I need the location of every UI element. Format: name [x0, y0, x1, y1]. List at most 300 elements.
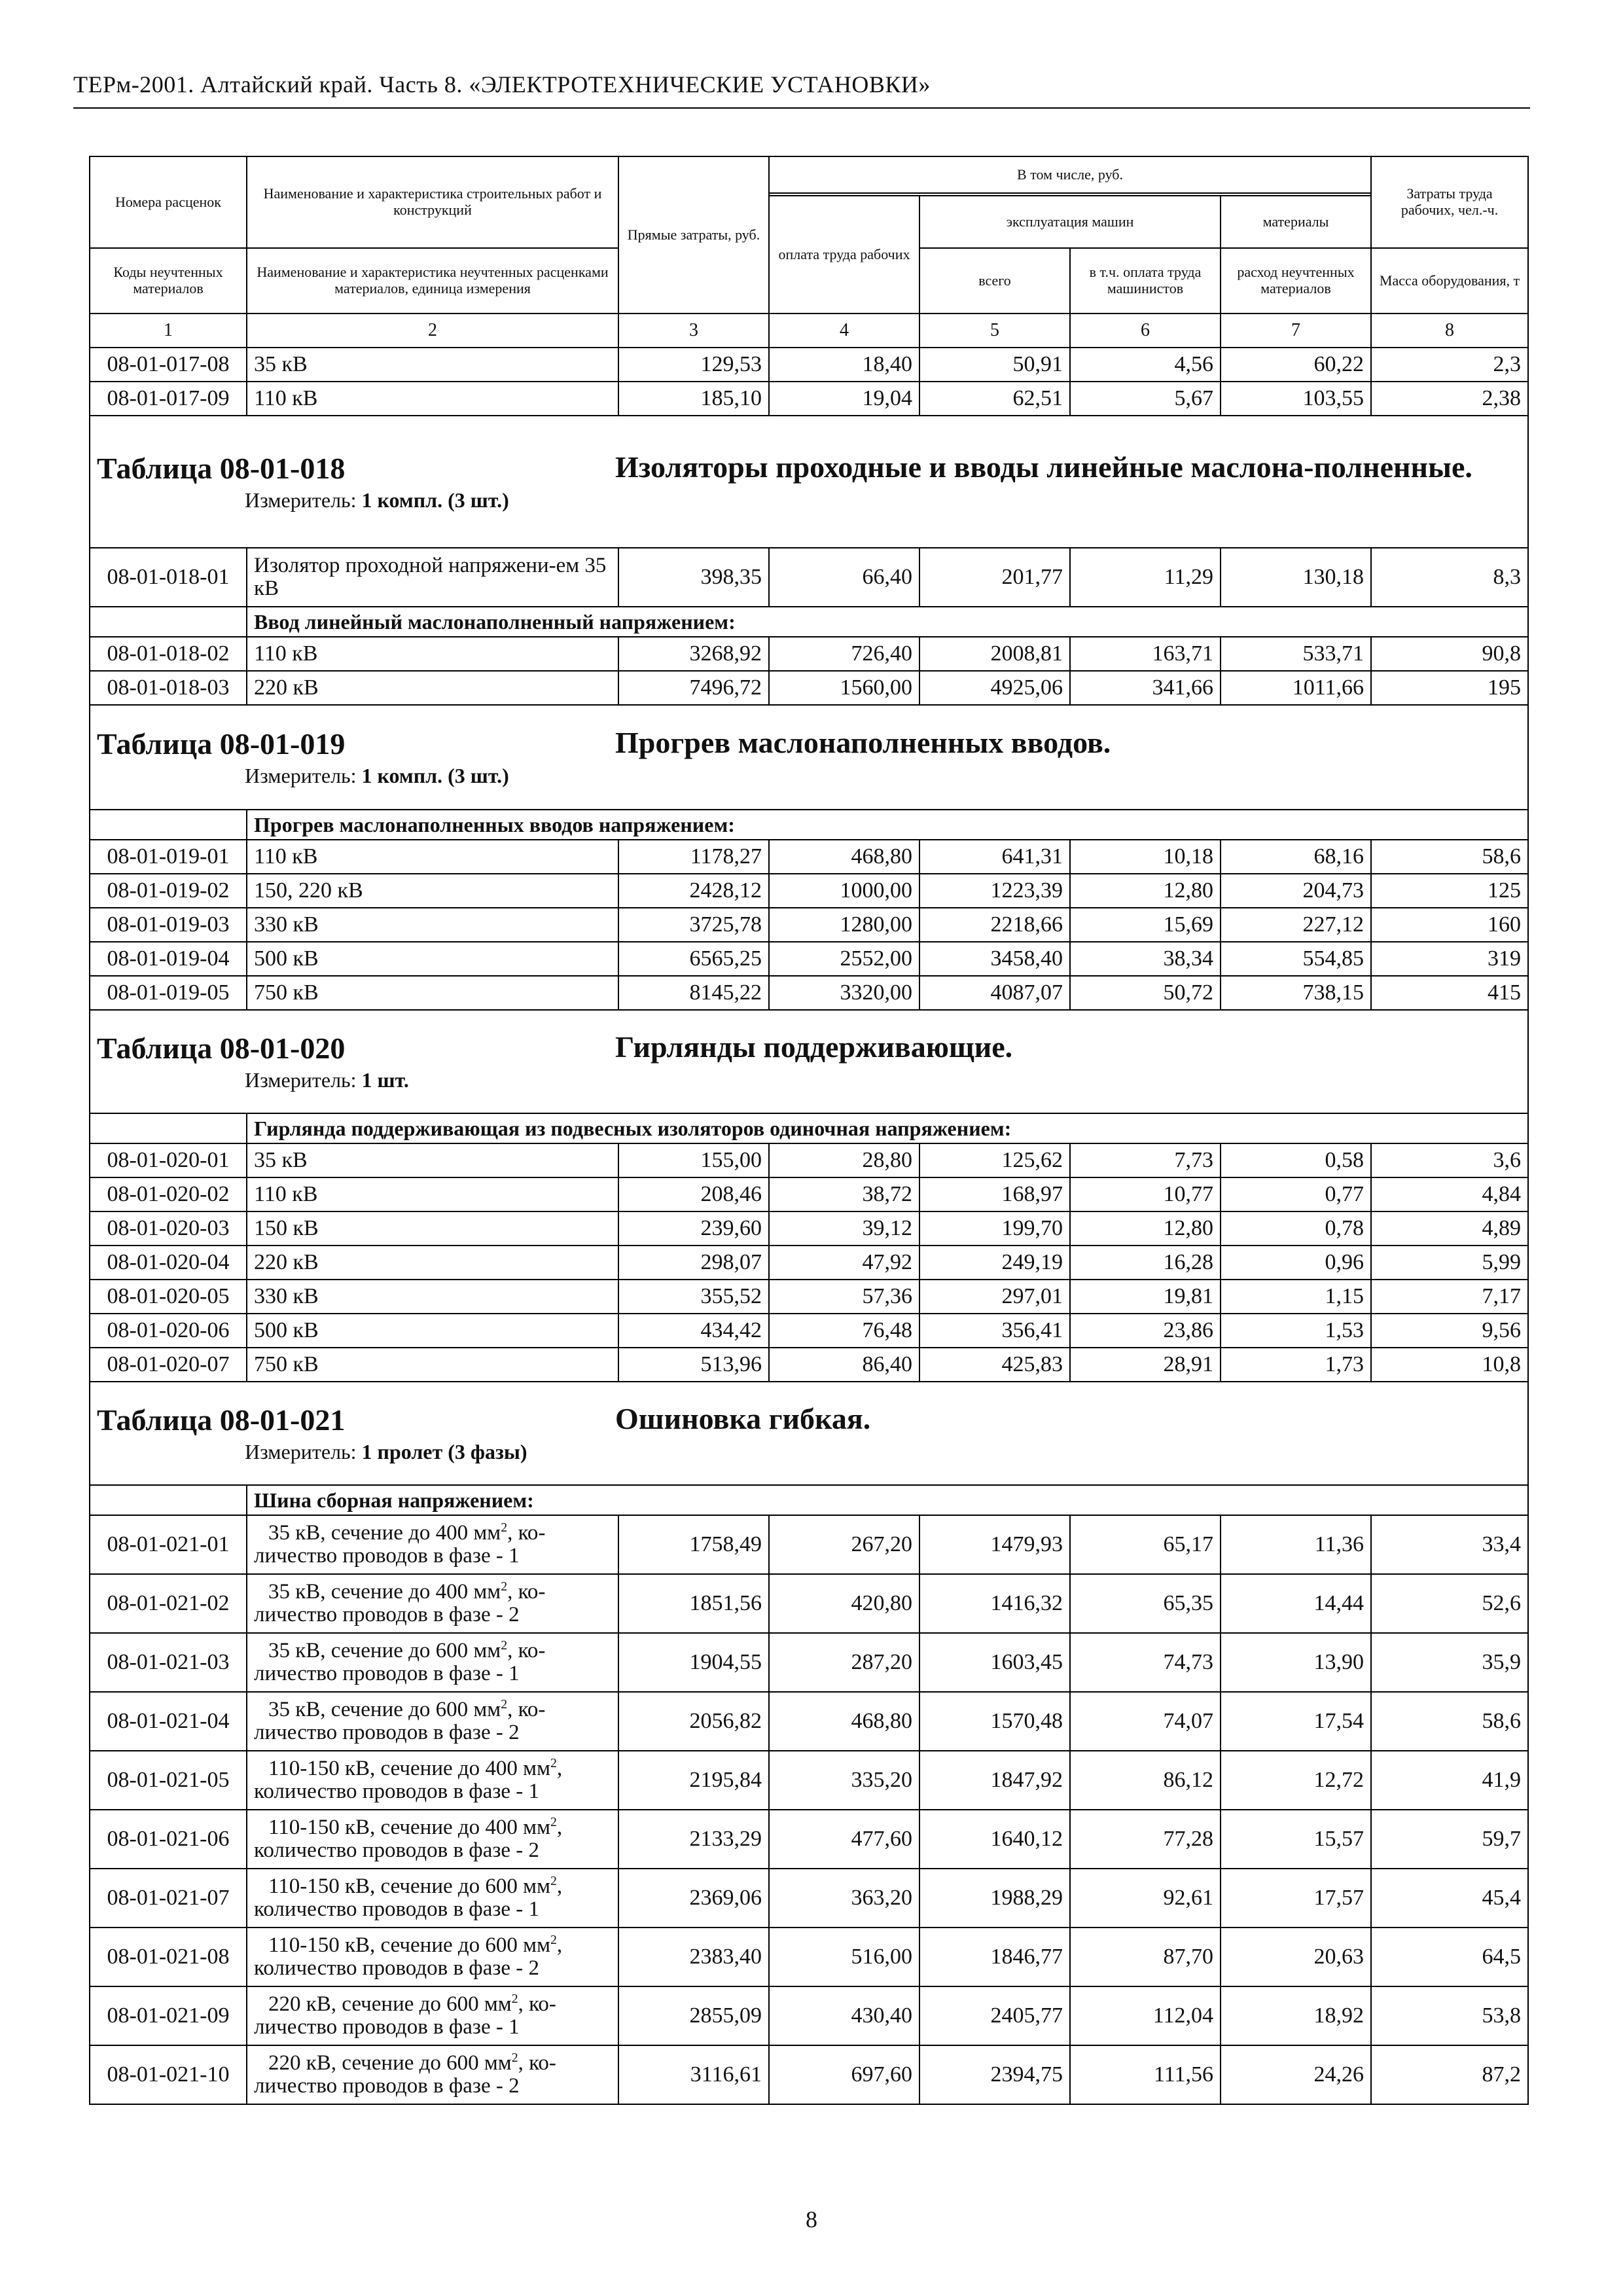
materials-cell: 11,36	[1221, 1515, 1371, 1574]
col-number: 3	[618, 314, 769, 348]
table-row	[90, 1692, 1528, 1751]
materials-cell: 204,73	[1221, 874, 1371, 908]
rate-code-cell: 08-01-019-04	[90, 942, 247, 976]
labor-cell: 5,99	[1371, 1246, 1528, 1280]
rate-code-cell: 08-01-021-04	[90, 1692, 247, 1751]
work-name-cell: 330 кВ	[247, 908, 618, 942]
rate-code-cell: 08-01-021-05	[90, 1751, 247, 1810]
machinist-wages-cell: 65,35	[1070, 1574, 1221, 1633]
work-name-part: 220 кВ, сечение до 600 мм	[268, 1992, 512, 2017]
work-name-cell: 330 кВ	[247, 1280, 618, 1314]
work-name-part: ,	[556, 1757, 563, 1781]
wages-cell: 335,20	[769, 1751, 919, 1810]
work-name-part: личество проводов в фазе - 2	[254, 2074, 520, 2098]
table-row	[90, 1280, 1528, 1314]
machines-cell: 249,19	[919, 1246, 1070, 1280]
page-number: 8	[806, 2206, 817, 2233]
direct-cost-cell: 2195,84	[618, 1751, 769, 1810]
work-name-cell: 220 кВ	[247, 671, 618, 705]
section-code-cell	[90, 607, 247, 637]
measure-unit	[245, 764, 1521, 788]
table-row	[90, 1751, 1528, 1810]
wages-cell: 3320,00	[769, 976, 919, 1010]
work-name-part: , ко-	[518, 2051, 556, 2075]
materials-cell: 1011,66	[1221, 671, 1371, 705]
machines-cell: 62,51	[919, 382, 1070, 416]
direct-cost-cell: 1178,27	[618, 840, 769, 874]
superscript: 2	[501, 1638, 508, 1653]
superscript: 2	[501, 1520, 508, 1535]
page-header: ТЕРм-2001. Алтайский край. Часть 8. «ЭЛЕКТРОТЕХНИЧЕСКИЕ УСТАНОВКИ»	[73, 71, 1530, 109]
machines-cell: 1223,39	[919, 874, 1070, 908]
col-header-codes2: Коды неучтенных материалов	[90, 248, 247, 314]
section-label: Гирлянда поддерживающая из подвесных изоляторов одиночная напряжением:	[247, 1113, 1528, 1143]
labor-cell: 415	[1371, 976, 1528, 1010]
table-row	[90, 908, 1528, 942]
superscript: 2	[550, 1874, 557, 1889]
work-name-cell: 35 кВ	[247, 1143, 618, 1177]
direct-cost-cell: 2133,29	[618, 1810, 769, 1869]
machinist-wages-cell: 86,12	[1070, 1751, 1221, 1810]
col-header-wages: оплата труда рабочих	[769, 196, 919, 314]
work-name-cell: 220 кВ	[247, 1246, 618, 1280]
work-name-cell: 110 кВ	[247, 840, 618, 874]
rate-code-cell: 08-01-021-02	[90, 1574, 247, 1633]
labor-cell: 2,3	[1371, 348, 1528, 382]
work-name-part: 35 кВ, сечение до 400 мм	[268, 1580, 501, 1604]
materials-cell: 24,26	[1221, 2045, 1371, 2104]
work-name-part: личество проводов в фазе - 1	[254, 1662, 520, 1685]
rate-code-cell: 08-01-021-08	[90, 1928, 247, 1986]
direct-cost-cell: 2369,06	[618, 1869, 769, 1928]
work-name-part: ,	[556, 1816, 563, 1840]
measure-label: Измеритель:	[245, 1068, 357, 1092]
table-title-row	[90, 1010, 1528, 1113]
measure-unit	[245, 488, 1521, 512]
materials-cell: 18,92	[1221, 1986, 1371, 2045]
work-name-cell: Изолятор проходной напряжени-ем 35 кВ	[247, 548, 618, 607]
materials-cell: 1,73	[1221, 1348, 1371, 1382]
direct-cost-cell: 298,07	[618, 1246, 769, 1280]
work-name-part: личество проводов в фазе - 1	[254, 1544, 520, 1568]
measure-label: Измеритель:	[245, 1440, 357, 1463]
table-title-cell	[90, 1382, 1528, 1485]
table-title-cell	[90, 416, 1528, 548]
labor-cell: 53,8	[1371, 1986, 1528, 2045]
direct-cost-cell: 7496,72	[618, 671, 769, 705]
table-row	[90, 1177, 1528, 1211]
machinist-wages-cell: 163,71	[1070, 637, 1221, 671]
labor-cell: 4,89	[1371, 1211, 1528, 1246]
wages-cell: 2552,00	[769, 942, 919, 976]
col-header-machinist: в т.ч. оплата труда машинистов	[1070, 248, 1221, 314]
machines-cell: 1479,93	[919, 1515, 1070, 1574]
table-title-row	[90, 705, 1528, 810]
materials-cell: 17,54	[1221, 1692, 1371, 1751]
machines-cell: 1603,45	[919, 1633, 1070, 1692]
labor-cell: 64,5	[1371, 1928, 1528, 1986]
direct-cost-cell: 155,00	[618, 1143, 769, 1177]
machines-cell: 168,97	[919, 1177, 1070, 1211]
labor-cell: 319	[1371, 942, 1528, 976]
col-header-direct: Прямые затраты, руб.	[618, 156, 769, 314]
work-name-cell	[247, 1574, 618, 1633]
section-row	[90, 607, 1528, 637]
work-name-cell: 500 кВ	[247, 1314, 618, 1348]
direct-cost-cell: 1904,55	[618, 1633, 769, 1692]
table-row	[90, 976, 1528, 1010]
labor-cell: 4,84	[1371, 1177, 1528, 1211]
measure-label: Измеритель:	[245, 488, 357, 512]
wages-cell: 76,48	[769, 1314, 919, 1348]
machinist-wages-cell: 74,07	[1070, 1692, 1221, 1751]
wages-cell: 697,60	[769, 2045, 919, 2104]
work-name-part: 110-150 кВ, сечение до 400 мм	[268, 1757, 550, 1781]
direct-cost-cell: 8145,22	[618, 976, 769, 1010]
labor-cell: 35,9	[1371, 1633, 1528, 1692]
work-name-cell: 150 кВ	[247, 1211, 618, 1246]
col-header-materials: материалы	[1221, 196, 1371, 248]
work-name-part: 110-150 кВ, сечение до 400 мм	[268, 1816, 550, 1840]
direct-cost-cell: 129,53	[618, 348, 769, 382]
direct-cost-cell: 6565,25	[618, 942, 769, 976]
wages-cell: 287,20	[769, 1633, 919, 1692]
machines-cell: 50,91	[919, 348, 1070, 382]
materials-cell: 15,57	[1221, 1810, 1371, 1869]
direct-cost-cell: 398,35	[618, 548, 769, 607]
machines-cell: 2405,77	[919, 1986, 1070, 2045]
col-header-labor: Затраты труда рабочих, чел.-ч.	[1371, 156, 1528, 248]
machinist-wages-cell: 50,72	[1070, 976, 1221, 1010]
work-name-cell	[247, 1810, 618, 1869]
table-name: Прогрев маслонаполненных вводов.	[615, 726, 1111, 759]
materials-cell: 13,90	[1221, 1633, 1371, 1692]
work-name-part: количество проводов в фазе - 2	[254, 1839, 540, 1862]
machines-cell: 356,41	[919, 1314, 1070, 1348]
wages-cell: 468,80	[769, 1692, 919, 1751]
labor-cell: 90,8	[1371, 637, 1528, 671]
work-name-cell	[247, 1986, 618, 2045]
materials-cell: 130,18	[1221, 548, 1371, 607]
wages-cell: 1000,00	[769, 874, 919, 908]
wages-cell: 18,40	[769, 348, 919, 382]
table-name: Ошиновка гибкая.	[615, 1402, 871, 1435]
work-name-cell: 110 кВ	[247, 1177, 618, 1211]
work-name-part: 35 кВ, сечение до 400 мм	[268, 1521, 501, 1545]
table-title-cell	[90, 705, 1528, 810]
work-name-cell: 750 кВ	[247, 1348, 618, 1382]
direct-cost-cell: 239,60	[618, 1211, 769, 1246]
work-name-cell: 35 кВ	[247, 348, 618, 382]
work-name-part: 110-150 кВ, сечение до 600 мм	[268, 1933, 550, 1958]
superscript: 2	[550, 1933, 557, 1948]
rate-code-cell: 08-01-021-09	[90, 1986, 247, 2045]
labor-cell: 33,4	[1371, 1515, 1528, 1574]
machines-cell: 125,62	[919, 1143, 1070, 1177]
work-name-cell	[247, 1633, 618, 1692]
col-number: 7	[1221, 314, 1371, 348]
direct-cost-cell: 2428,12	[618, 874, 769, 908]
materials-cell: 103,55	[1221, 382, 1371, 416]
col-header-machines: эксплуатация машин	[919, 196, 1221, 248]
section-row	[90, 1485, 1528, 1515]
rate-code-cell: 08-01-021-07	[90, 1869, 247, 1928]
col-number: 2	[247, 314, 618, 348]
rate-code-cell: 08-01-020-04	[90, 1246, 247, 1280]
col-header-mass: Масса оборудования, т	[1371, 248, 1528, 314]
section-code-cell	[90, 1113, 247, 1143]
work-name-cell	[247, 1515, 618, 1574]
machines-cell: 3458,40	[919, 942, 1070, 976]
machines-cell: 1988,29	[919, 1869, 1070, 1928]
rate-code-cell: 08-01-021-10	[90, 2045, 247, 2104]
work-name-part: 220 кВ, сечение до 600 мм	[268, 2051, 512, 2075]
measure-value: 1 пролет (3 фазы)	[361, 1440, 527, 1463]
wages-cell: 38,72	[769, 1177, 919, 1211]
work-name-cell: 110 кВ	[247, 637, 618, 671]
work-name-part: , ко-	[507, 1639, 546, 1663]
rate-code-cell: 08-01-018-01	[90, 548, 247, 607]
wages-cell: 516,00	[769, 1928, 919, 1986]
table-title-row	[90, 1382, 1528, 1485]
table-row	[90, 1348, 1528, 1382]
col-number: 8	[1371, 314, 1528, 348]
work-name-part: 35 кВ, сечение до 600 мм	[268, 1698, 501, 1722]
col-number: 5	[919, 314, 1070, 348]
table-row	[90, 671, 1528, 705]
table-code: Таблица 08-01-019	[97, 727, 346, 761]
section-code-cell	[90, 810, 247, 840]
direct-cost-cell: 3725,78	[618, 908, 769, 942]
materials-cell: 60,22	[1221, 348, 1371, 382]
labor-cell: 45,4	[1371, 1869, 1528, 1928]
machinist-wages-cell: 7,73	[1070, 1143, 1221, 1177]
wages-cell: 363,20	[769, 1869, 919, 1928]
measure-label: Измеритель:	[245, 764, 357, 787]
machines-cell: 1846,77	[919, 1928, 1070, 1986]
materials-cell: 0,96	[1221, 1246, 1371, 1280]
table-row	[90, 1574, 1528, 1633]
work-name-cell: 110 кВ	[247, 382, 618, 416]
section-label: Прогрев маслонаполненных вводов напряжением:	[247, 810, 1528, 840]
machines-cell: 297,01	[919, 1280, 1070, 1314]
materials-cell: 227,12	[1221, 908, 1371, 942]
table-row	[90, 382, 1528, 416]
table-row	[90, 1986, 1528, 2045]
col-header-name2: Наименование и характеристика неучтенных расценками материалов, единица измерения	[247, 248, 618, 314]
machines-cell: 4925,06	[919, 671, 1070, 705]
wages-cell: 57,36	[769, 1280, 919, 1314]
machines-cell: 1640,12	[919, 1810, 1070, 1869]
labor-cell: 52,6	[1371, 1574, 1528, 1633]
rate-code-cell: 08-01-017-08	[90, 348, 247, 382]
rate-code-cell: 08-01-020-07	[90, 1348, 247, 1382]
machinist-wages-cell: 10,77	[1070, 1177, 1221, 1211]
machinist-wages-cell: 10,18	[1070, 840, 1221, 874]
labor-cell: 87,2	[1371, 2045, 1528, 2104]
work-name-part: , ко-	[518, 1992, 556, 2017]
labor-cell: 195	[1371, 671, 1528, 705]
labor-cell: 41,9	[1371, 1751, 1528, 1810]
superscript: 2	[501, 1697, 508, 1712]
rate-code-cell: 08-01-019-03	[90, 908, 247, 942]
work-name-part: 110-150 кВ, сечение до 600 мм	[268, 1874, 550, 1899]
wages-cell: 430,40	[769, 1986, 919, 2045]
wages-cell: 420,80	[769, 1574, 919, 1633]
work-name-part: , ко-	[507, 1521, 546, 1545]
direct-cost-cell: 3116,61	[618, 2045, 769, 2104]
table-name: Гирлянды поддерживающие.	[615, 1030, 1013, 1064]
rate-code-cell: 08-01-019-01	[90, 840, 247, 874]
rate-code-cell: 08-01-017-09	[90, 382, 247, 416]
wages-cell: 39,12	[769, 1211, 919, 1246]
table-row	[90, 348, 1528, 382]
machinist-wages-cell: 77,28	[1070, 1810, 1221, 1869]
machines-cell: 201,77	[919, 548, 1070, 607]
table-row	[90, 1314, 1528, 1348]
machinist-wages-cell: 4,56	[1070, 348, 1221, 382]
labor-cell: 10,8	[1371, 1348, 1528, 1382]
col-header-codes: Номера расценок	[90, 156, 247, 248]
measure-unit	[245, 1068, 1521, 1092]
col-header-unaccounted: расход неучтенных материалов	[1221, 248, 1371, 314]
table-row	[90, 840, 1528, 874]
rate-code-cell: 08-01-020-06	[90, 1314, 247, 1348]
materials-cell: 68,16	[1221, 840, 1371, 874]
col-header-including: В том числе, руб.	[769, 156, 1371, 193]
machines-cell: 1416,32	[919, 1574, 1070, 1633]
direct-cost-cell: 2056,82	[618, 1692, 769, 1751]
table-code: Таблица 08-01-020	[97, 1031, 346, 1065]
work-name-part: личество проводов в фазе - 1	[254, 2015, 520, 2039]
table-code: Таблица 08-01-018	[97, 452, 346, 485]
labor-cell: 3,6	[1371, 1143, 1528, 1177]
table-row	[90, 637, 1528, 671]
rate-code-cell: 08-01-021-03	[90, 1633, 247, 1692]
machinist-wages-cell: 23,86	[1070, 1314, 1221, 1348]
machinist-wages-cell: 87,70	[1070, 1928, 1221, 1986]
machinist-wages-cell: 12,80	[1070, 874, 1221, 908]
table-row	[90, 548, 1528, 607]
machinist-wages-cell: 15,69	[1070, 908, 1221, 942]
table-row	[90, 1143, 1528, 1177]
machinist-wages-cell: 38,34	[1070, 942, 1221, 976]
machines-cell: 425,83	[919, 1348, 1070, 1382]
machinist-wages-cell: 28,91	[1070, 1348, 1221, 1382]
work-name-cell: 500 кВ	[247, 942, 618, 976]
superscript: 2	[550, 1756, 557, 1771]
machinist-wages-cell: 11,29	[1070, 548, 1221, 607]
machines-cell: 2008,81	[919, 637, 1070, 671]
rate-code-cell: 08-01-020-02	[90, 1177, 247, 1211]
machines-cell: 4087,07	[919, 976, 1070, 1010]
direct-cost-cell: 434,42	[618, 1314, 769, 1348]
wages-cell: 468,80	[769, 840, 919, 874]
direct-cost-cell: 1851,56	[618, 1574, 769, 1633]
machines-cell: 2218,66	[919, 908, 1070, 942]
work-name-part: ,	[556, 1933, 563, 1958]
work-name-part: , ко-	[507, 1580, 546, 1604]
wages-cell: 86,40	[769, 1348, 919, 1382]
machines-cell: 641,31	[919, 840, 1070, 874]
direct-cost-cell: 2855,09	[618, 1986, 769, 2045]
materials-cell: 17,57	[1221, 1869, 1371, 1928]
work-name-cell	[247, 1692, 618, 1751]
work-name-part: количество проводов в фазе - 1	[254, 1897, 540, 1921]
direct-cost-cell: 208,46	[618, 1177, 769, 1211]
rate-code-cell: 08-01-020-03	[90, 1211, 247, 1246]
section-label: Шина сборная напряжением:	[247, 1485, 1528, 1515]
col-header-total: всего	[919, 248, 1070, 314]
rate-code-cell: 08-01-020-05	[90, 1280, 247, 1314]
rate-code-cell: 08-01-021-01	[90, 1515, 247, 1574]
machines-cell: 2394,75	[919, 2045, 1070, 2104]
section-row	[90, 810, 1528, 840]
col-header-name: Наименование и характеристика строительных работ и конструкций	[247, 156, 618, 248]
measure-value: 1 компл. (3 шт.)	[361, 764, 509, 787]
rates-table	[89, 156, 1529, 2105]
measure-unit	[245, 1440, 1521, 1464]
table-row	[90, 1515, 1528, 1574]
work-name-cell: 150, 220 кВ	[247, 874, 618, 908]
materials-cell: 20,63	[1221, 1928, 1371, 1986]
machinist-wages-cell: 111,56	[1070, 2045, 1221, 2104]
wages-cell: 726,40	[769, 637, 919, 671]
machinist-wages-cell: 65,17	[1070, 1515, 1221, 1574]
superscript: 2	[511, 1992, 518, 2007]
labor-cell: 8,3	[1371, 548, 1528, 607]
work-name-part: количество проводов в фазе - 1	[254, 1780, 540, 1803]
table-row	[90, 1869, 1528, 1928]
direct-cost-cell: 355,52	[618, 1280, 769, 1314]
table-row	[90, 942, 1528, 976]
labor-cell: 59,7	[1371, 1810, 1528, 1869]
rate-code-cell: 08-01-019-02	[90, 874, 247, 908]
work-name-part: личество проводов в фазе - 2	[254, 1603, 520, 1626]
materials-cell: 0,58	[1221, 1143, 1371, 1177]
direct-cost-cell: 3268,92	[618, 637, 769, 671]
labor-cell: 58,6	[1371, 840, 1528, 874]
table-row	[90, 1810, 1528, 1869]
work-name-cell	[247, 1869, 618, 1928]
col-number: 6	[1070, 314, 1221, 348]
table-row	[90, 2045, 1528, 2104]
materials-cell: 0,78	[1221, 1211, 1371, 1246]
labor-cell: 9,56	[1371, 1314, 1528, 1348]
machines-cell: 1847,92	[919, 1751, 1070, 1810]
section-label: Ввод линейный маслонаполненный напряжением:	[247, 607, 1528, 637]
wages-cell: 66,40	[769, 548, 919, 607]
machines-cell: 199,70	[919, 1211, 1070, 1246]
wages-cell: 267,20	[769, 1515, 919, 1574]
table-row	[90, 1211, 1528, 1246]
wages-cell: 47,92	[769, 1246, 919, 1280]
materials-cell: 554,85	[1221, 942, 1371, 976]
work-name-part: , ко-	[507, 1698, 546, 1722]
work-name-cell	[247, 1751, 618, 1810]
machinist-wages-cell: 92,61	[1070, 1869, 1221, 1928]
table-title-row	[90, 416, 1528, 548]
superscript: 2	[511, 2051, 518, 2066]
superscript: 2	[550, 1815, 557, 1830]
materials-cell: 12,72	[1221, 1751, 1371, 1810]
machinist-wages-cell: 74,73	[1070, 1633, 1221, 1692]
rate-code-cell: 08-01-018-02	[90, 637, 247, 671]
labor-cell: 160	[1371, 908, 1528, 942]
table-row	[90, 1928, 1528, 1986]
work-name-part: количество проводов в фазе - 2	[254, 1956, 540, 1980]
measure-value: 1 компл. (3 шт.)	[361, 488, 509, 512]
